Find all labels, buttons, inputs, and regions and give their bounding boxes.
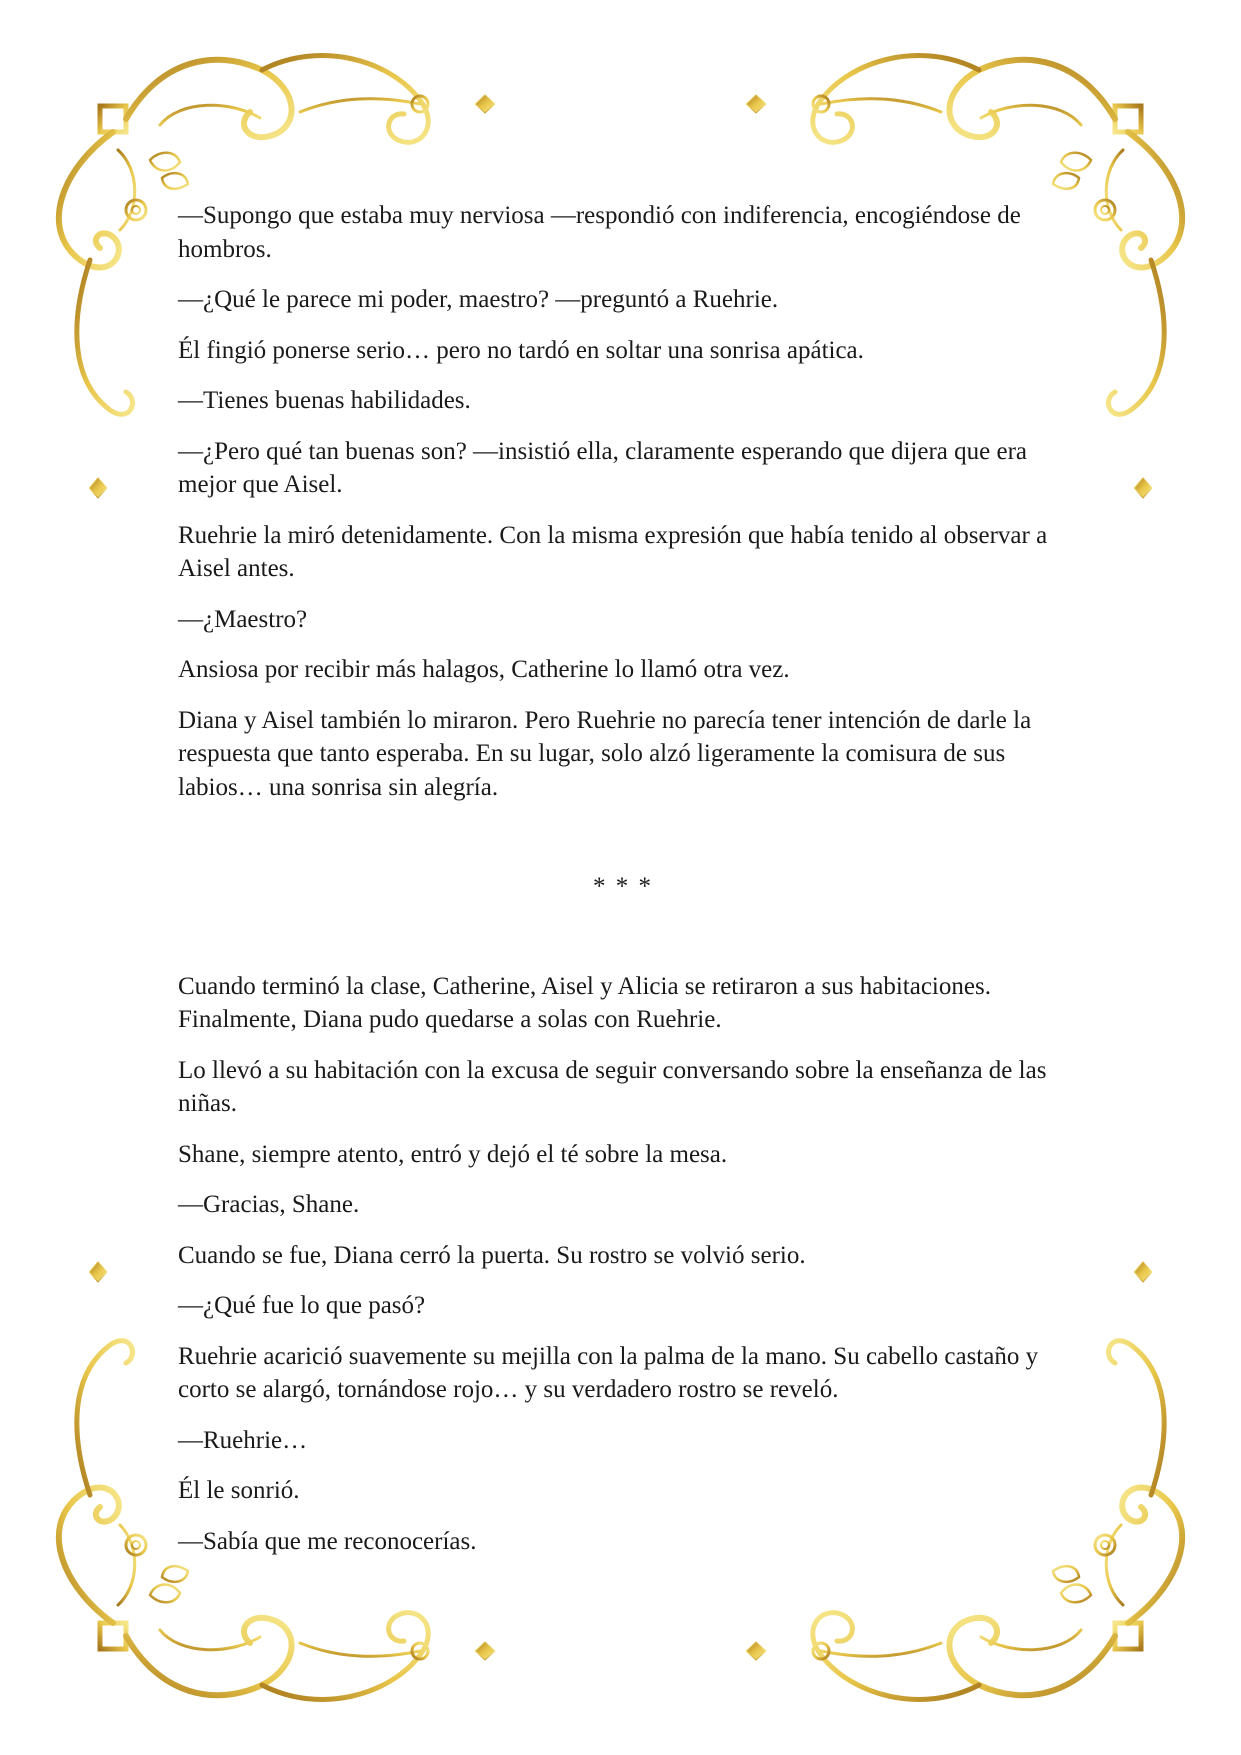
paragraph: Diana y Aisel también lo miraron. Pero Ruehrie no parecía tener intención de darle la respuesta que tanto esperaba. En su lugar, solo alzó ligeramente la comisura de sus labios… una sonrisa sin alegría. — [178, 706, 1032, 801]
paragraph: —¿Maestro? — [178, 605, 308, 633]
paragraph: —Supongo que estaba muy nerviosa —respondió con indiferencia, encogiéndose de hombros. — [178, 202, 1021, 263]
paragraph: Cuando se fue, Diana cerró la puerta. Su rostro se volvió serio. — [178, 1241, 806, 1269]
paragraph: —¿Qué le parece mi poder, maestro? —preguntó a Ruehrie. — [178, 286, 779, 313]
paragraph: —¿Pero qué tan buenas son? —insistió ella, claramente esperando que dijera que era mejor que Aisel. — [178, 437, 1027, 498]
paragraph: Cuando terminó la clase, Catherine, Aisel y Alicia se retiraron a sus habitaciones. Finalmente, Diana pudo quedarse a solas con Ruehrie. — [178, 972, 991, 1033]
paragraph: Shane, siempre atento, entró y dejó el té sobre la mesa. — [178, 1140, 728, 1168]
paragraph: Ruehrie la miró detenidamente. Con la misma expresión que había tenido al observar a Aisel antes. — [178, 521, 1048, 582]
paragraph: Ansiosa por recibir más halagos, Catherine lo llamó otra vez. — [178, 656, 790, 683]
paragraph: —Tienes buenas habilidades. — [178, 387, 471, 414]
paragraph: Lo llevó a su habitación con la excusa de seguir conversando sobre la enseñanza de las niñas. — [178, 1056, 1047, 1117]
paragraph: —Gracias, Shane. — [178, 1191, 360, 1218]
paragraph: Él le sonrió. — [178, 1477, 300, 1504]
scene-separator: * * * — [593, 873, 653, 900]
document-body — [178, 199, 1068, 1575]
paragraph: —Ruehrie… — [178, 1426, 308, 1454]
paragraph: —Sabía que me reconocerías. — [178, 1527, 477, 1555]
paragraph: Él fingió ponerse serio… pero no tardó en soltar una sonrisa apática. — [178, 336, 864, 364]
paragraph: —¿Qué fue lo que pasó? — [178, 1292, 426, 1319]
paragraph: Ruehrie acarició suavemente su mejilla con la palma de la mano. Su cabello castaño y corto se alargó, tornándose rojo… y su verdadero rostro se reveló. — [178, 1342, 1039, 1403]
